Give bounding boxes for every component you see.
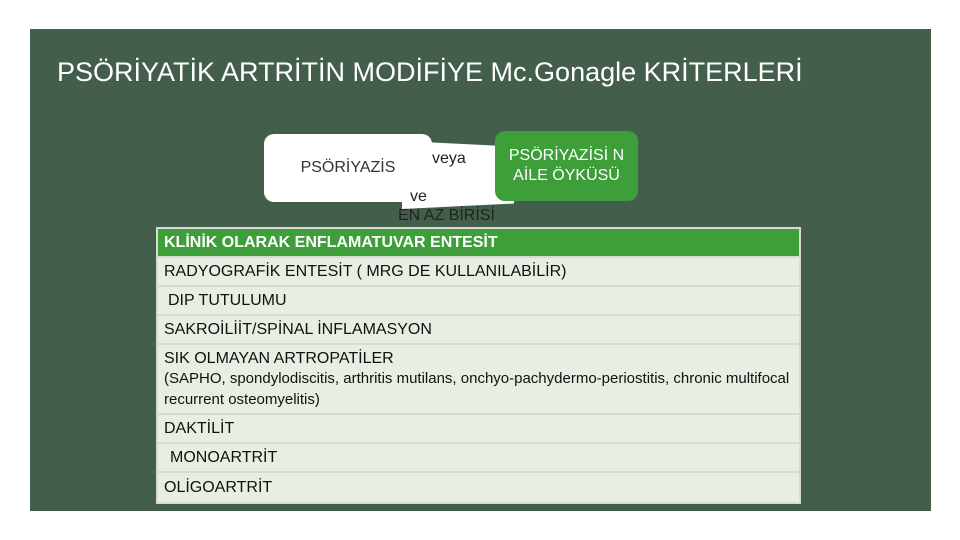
table-header-text: KLİNİK OLARAK ENFLAMATUVAR ENTESİT [164,233,498,251]
row-text-oligoarthritis: OLİGOARTRİT [164,478,273,496]
table-row [158,345,799,415]
row-text-dactylitis: DAKTİLİT [164,419,235,437]
psoriasis-box-label: PSÖRİYAZİS [300,159,396,176]
table-row [158,316,799,345]
row-text-monoarthritis: MONOARTRİT [170,448,278,466]
table-row [158,287,799,316]
family-history-box-label: PSÖRİYAZİSİ N AİLE ÖYKÜSÜ [508,147,625,184]
row-text-radiographic: RADYOGRAFİK ENTESİT ( MRG DE KULLANILABİLİR) [164,262,567,280]
slide-background [30,29,931,511]
at-least-one-label: EN AZ BİRİSİ [398,207,495,224]
or-label: veya [432,150,466,167]
family-history-box [495,131,638,201]
table-row [158,444,799,473]
row-subtext-arthropathies: (SAPHO, spondylodiscitis, arthritis mutilans, onchyo-pachydermo-periostitis, chronic multifocal recurrent osteomyelitis) [164,369,790,408]
slide-title: PSÖRİYATİK ARTRİTİN MODİFİYE Mc.Gonagle KRİTERLERİ [57,57,803,87]
criteria-table [156,227,801,504]
table-header-row [158,229,799,258]
table-row [158,415,799,444]
row-text-arthropathies: SIK OLMAYAN ARTROPATİLER [164,349,394,367]
row-text-dip: DIP TUTULUMU [168,291,287,309]
psoriasis-box [264,134,432,202]
and-label: ve [410,188,427,205]
row-text-sacroiliitis: SAKROİLİİT/SPİNAL İNFLAMASYON [164,320,432,338]
table-row [158,258,799,287]
table-row [158,473,799,502]
